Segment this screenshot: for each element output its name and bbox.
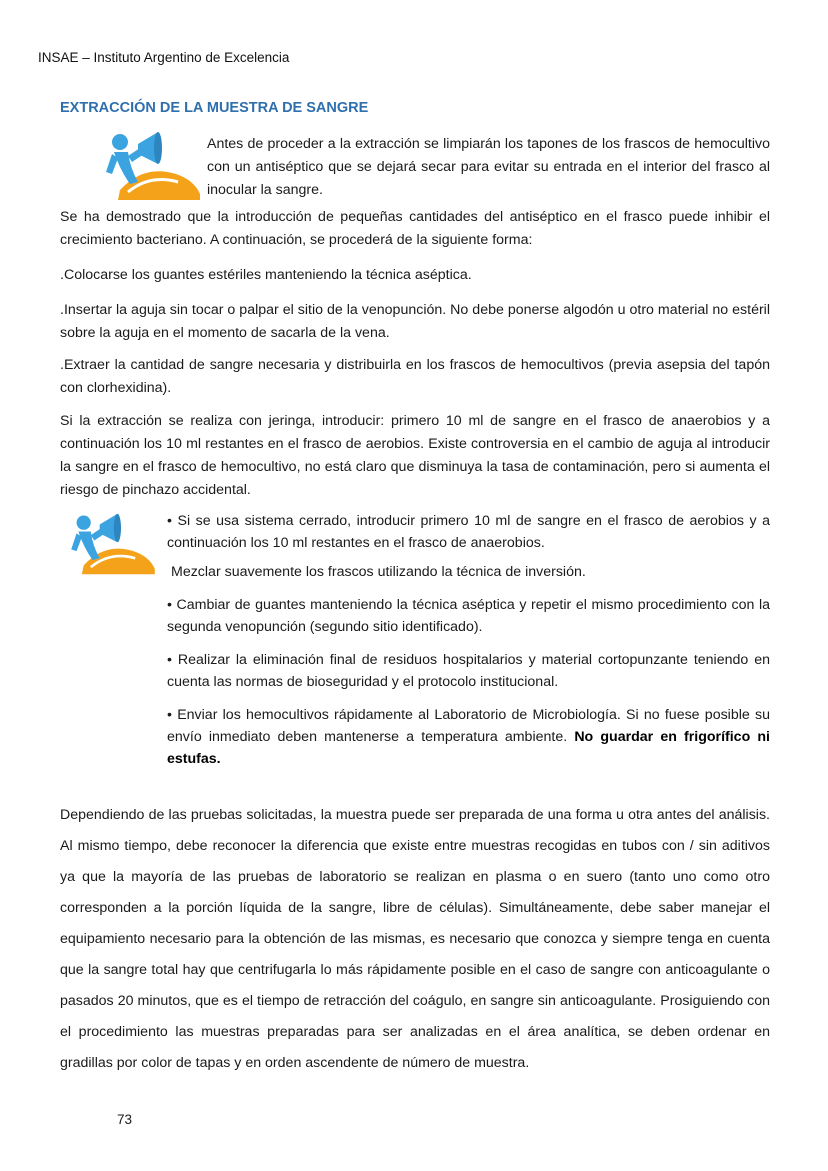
step-extract: .Extraer la cantidad de sangre necesaria y distribuirla en los frascos de hemocultivos (previa asepsia del tapón con clorhexidina). — [60, 357, 770, 396]
bullet-send-warning: No guardar en frigorífico ni estufas. — [167, 729, 770, 767]
syringe-paragraph: Si la extracción se realiza con jeringa, introducir: primero 10 ml de sangre en el frasco de anaerobios y a continuación los 10 ml restantes en el frasco de aerobios. Existe controversia en el cambio de aguja al introducir la sangre en el frasco de hemocultivo, no está claro que disminuya la tasa de contaminación, pero si aumenta el riesgo de pinchazo accidental. — [60, 413, 770, 498]
step-gloves: .Colocarse los guantes estériles manteniendo la técnica aséptica. — [60, 267, 472, 283]
bullet-mix: Mezclar suavemente los frascos utilizando la técnica de inversión. — [171, 564, 586, 580]
megaphone-person-icon — [64, 512, 162, 576]
step-needle: .Insertar la aguja sin tocar o palpar el sitio de la venopunción. No debe ponerse algodón u otro material no estéril sobre la aguja en el momento de sacarla de la vena. — [60, 302, 770, 341]
bullet-send — [167, 704, 770, 770]
bullet-waste: • Realizar la eliminación final de residuos hospitalarios y material cortopunzante teniendo en cuenta las normas de bioseguridad y el protocolo institucional. — [167, 652, 770, 690]
section-title: EXTRACCIÓN DE LA MUESTRA DE SANGRE — [60, 100, 369, 116]
bullet-send-text: • Enviar los hemocultivos rápidamente al Laboratorio de Microbiología. Si no fuese posible su envío inmediato deben mantenerse a temperatura ambiente. — [167, 707, 770, 745]
intro-paragraph-a: Antes de proceder a la extracción se limpiarán los tapones de los frascos de hemocultivo con un antiséptico que se dejará secar para evitar su entrada en el interior del frasco al inocular la sangre. — [207, 136, 770, 198]
page-header: INSAE – Instituto Argentino de Excelencia — [38, 50, 290, 65]
page-number: 73 — [117, 1112, 133, 1127]
closing-paragraph: Dependiendo de las pruebas solicitadas, la muestra puede ser preparada de una forma u otra antes del análisis. Al mismo tiempo, debe reconocer la diferencia que existe entre muestras recogidas en tubos con / sin aditivos ya que la mayoría de las pruebas de laboratorio se realizan en plasma o en suero (tanto uno como otro corresponden a la porción líquida de la sangre, libre de células). Simultáneamente, debe saber manejar el equipamiento necesario para la obtención de las mismas, es necesario que conozca y siempre tenga en cuenta que la sangre total hay que centrifugarla lo más rápidamente posible en el caso de sangre con anticoagulante o pasados 20 minutos, que es el tiempo de retracción del coágulo, en sangre sin anticoagulante. Prosiguiendo con el procedimiento las muestras preparadas para ser analizadas en el área analítica, se deben ordenar en gradillas por color de tapas y en orden ascendente de número de muestra. — [60, 807, 770, 1071]
bullet-change-gloves: • Cambiar de guantes manteniendo la técnica aséptica y repetir el mismo procedimiento con la segunda venopunción (segundo sitio identificado). — [167, 597, 770, 635]
bullet-closed-system: • Si se usa sistema cerrado, introducir primero 10 ml de sangre en el frasco de aerobios y a continuación los 10 ml restantes en el frasco de anaerobios. — [167, 513, 770, 551]
megaphone-person-icon — [104, 130, 202, 202]
intro-paragraph-b: Se ha demostrado que la introducción de pequeñas cantidades del antiséptico en el frasco puede inhibir el crecimiento bacteriano. A continuación, se procederá de la siguiente forma: — [60, 209, 770, 248]
